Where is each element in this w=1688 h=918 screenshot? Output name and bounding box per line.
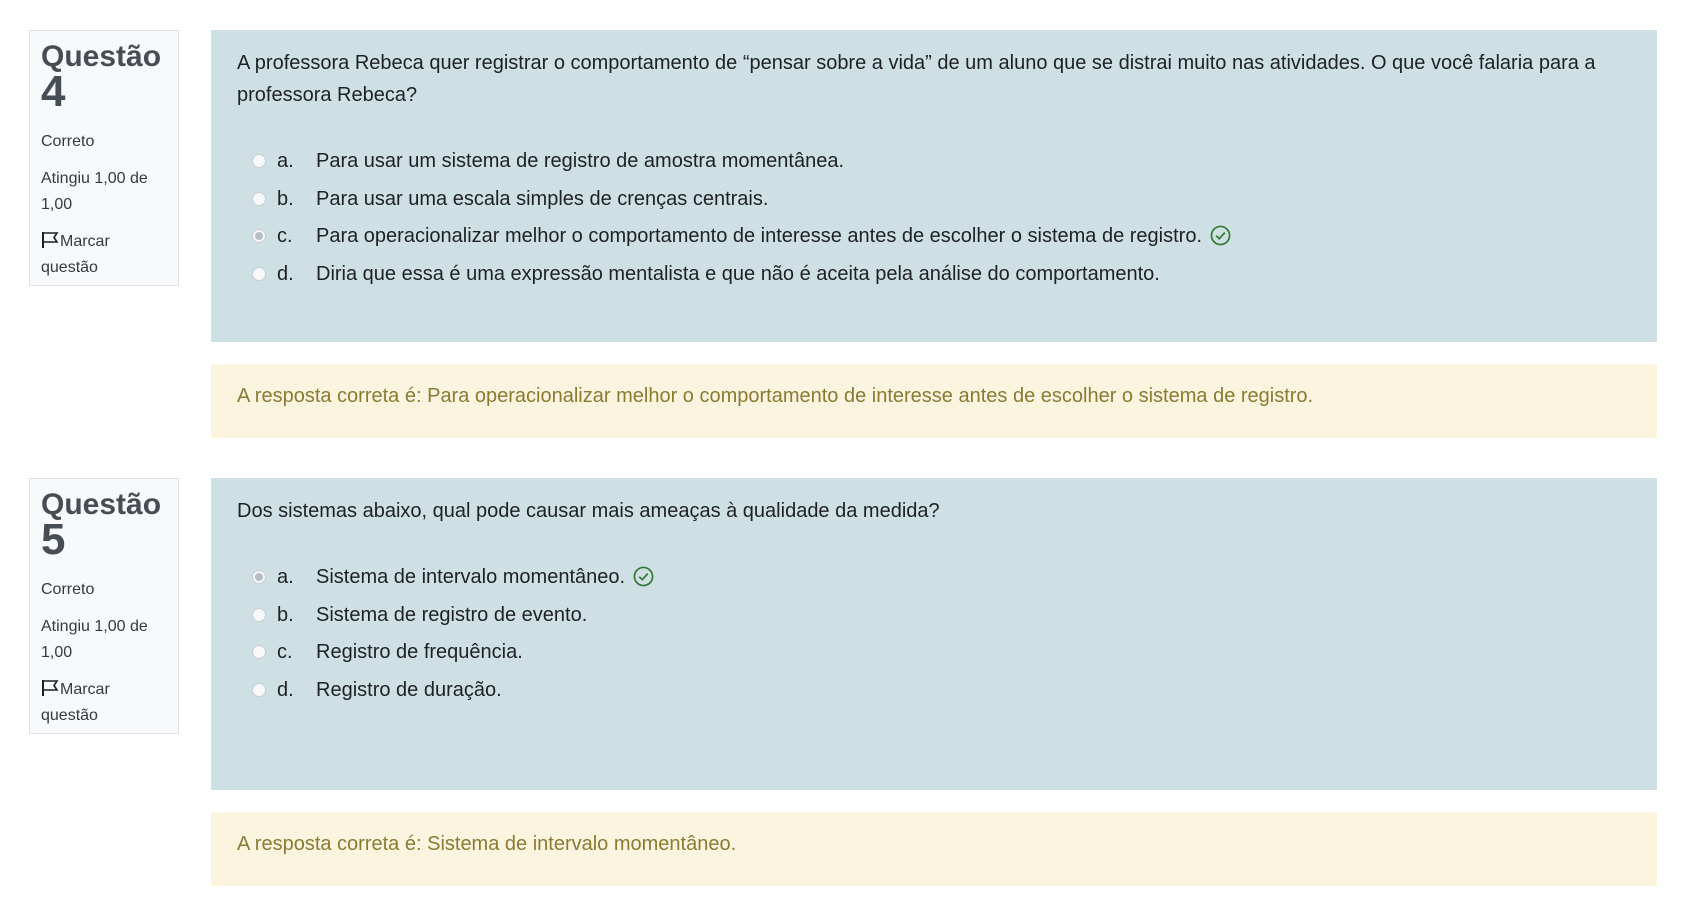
answer-radio-selected[interactable]: [252, 570, 266, 584]
answer-option-d[interactable]: [237, 256, 1631, 294]
answer-radio[interactable]: [252, 683, 266, 697]
answer-text: Sistema de intervalo momentâneo.: [316, 566, 626, 588]
answer-letter: c.: [277, 641, 293, 663]
answer-radio[interactable]: [252, 608, 266, 622]
question-text: A professora Rebeca quer registrar o comportamento de “pensar sobre a vida” de um aluno que se distrai muito nas atividades. O que você falaria para a professora Rebeca?: [237, 52, 1596, 106]
question-content: [211, 30, 1657, 342]
correct-answer-feedback: A resposta correta é: Para operacionalizar melhor o comportamento de interesse antes de escolher o sistema de registro.: [211, 364, 1657, 438]
flag-question-link[interactable]: [41, 229, 161, 281]
answer-text: Para operacionalizar melhor o comportamento de interesse antes de escolher o sistema de registro.: [316, 225, 1203, 247]
answer-text: Diria que essa é uma expressão mentalista e que não é aceita pela análise do comportamento.: [316, 262, 1160, 285]
question-number: 4: [41, 67, 66, 116]
question-title-label: Questão: [41, 40, 162, 73]
answer-letter: d.: [277, 262, 294, 285]
question-number: 5: [41, 515, 66, 564]
answer-text: Para usar um sistema de registro de amostra momentânea.: [316, 150, 845, 172]
answer-radio[interactable]: [252, 267, 266, 281]
question-grade: Atingiu 1,00 de 1,00: [41, 618, 148, 661]
answer-letter: d.: [277, 678, 294, 701]
flag-icon: [41, 679, 59, 697]
answer-text: Para usar uma escala simples de crenças centrais.: [316, 187, 769, 210]
answer-option-d[interactable]: [237, 672, 1631, 710]
correct-answer-feedback: A resposta correta é: Sistema de intervalo momentâneo.: [211, 812, 1657, 886]
question-grade: Atingiu 1,00 de 1,00: [41, 170, 148, 213]
answer-letter: b.: [277, 187, 294, 210]
flag-question-link[interactable]: [41, 677, 161, 729]
answer-text: Registro de duração.: [316, 678, 502, 701]
question-info: [29, 478, 179, 734]
answer-text-wrap: [316, 218, 1231, 255]
answer-letter: c.: [277, 225, 293, 247]
check-circle-icon: [1210, 225, 1231, 246]
answer-letter: b.: [277, 603, 294, 626]
answer-list: [237, 559, 1631, 709]
question-text: Dos sistemas abaixo, qual pode causar mais ameaças à qualidade da medida?: [237, 500, 940, 522]
answer-option-b[interactable]: [237, 597, 1631, 635]
flag-question-label: Marcar questão: [41, 681, 110, 724]
answer-option-a[interactable]: [237, 143, 1631, 181]
question-state: Correto: [41, 133, 95, 150]
answer-text-wrap: [316, 559, 654, 596]
answer-text: Registro de frequência.: [316, 641, 523, 663]
answer-radio[interactable]: [252, 192, 266, 206]
question-info: [29, 30, 179, 286]
question-title: [41, 40, 167, 116]
answer-radio[interactable]: [252, 645, 266, 659]
answer-option-c[interactable]: [237, 218, 1631, 256]
answer-text: Sistema de registro de evento.: [316, 603, 588, 626]
answer-option-a[interactable]: [237, 559, 1631, 597]
flag-question-label: Marcar questão: [41, 233, 110, 276]
answer-option-b[interactable]: [237, 181, 1631, 219]
answer-option-c[interactable]: [237, 634, 1631, 672]
question-title-label: Questão: [41, 488, 162, 521]
answer-radio[interactable]: [252, 154, 266, 168]
answer-radio-selected[interactable]: [252, 229, 266, 243]
question-content: [211, 478, 1657, 790]
answer-list: [237, 143, 1631, 293]
question-state: Correto: [41, 581, 95, 598]
question-title: [41, 488, 167, 564]
check-circle-icon: [633, 566, 654, 587]
flag-icon: [41, 231, 59, 249]
answer-letter: a.: [277, 150, 294, 172]
answer-letter: a.: [277, 566, 294, 588]
